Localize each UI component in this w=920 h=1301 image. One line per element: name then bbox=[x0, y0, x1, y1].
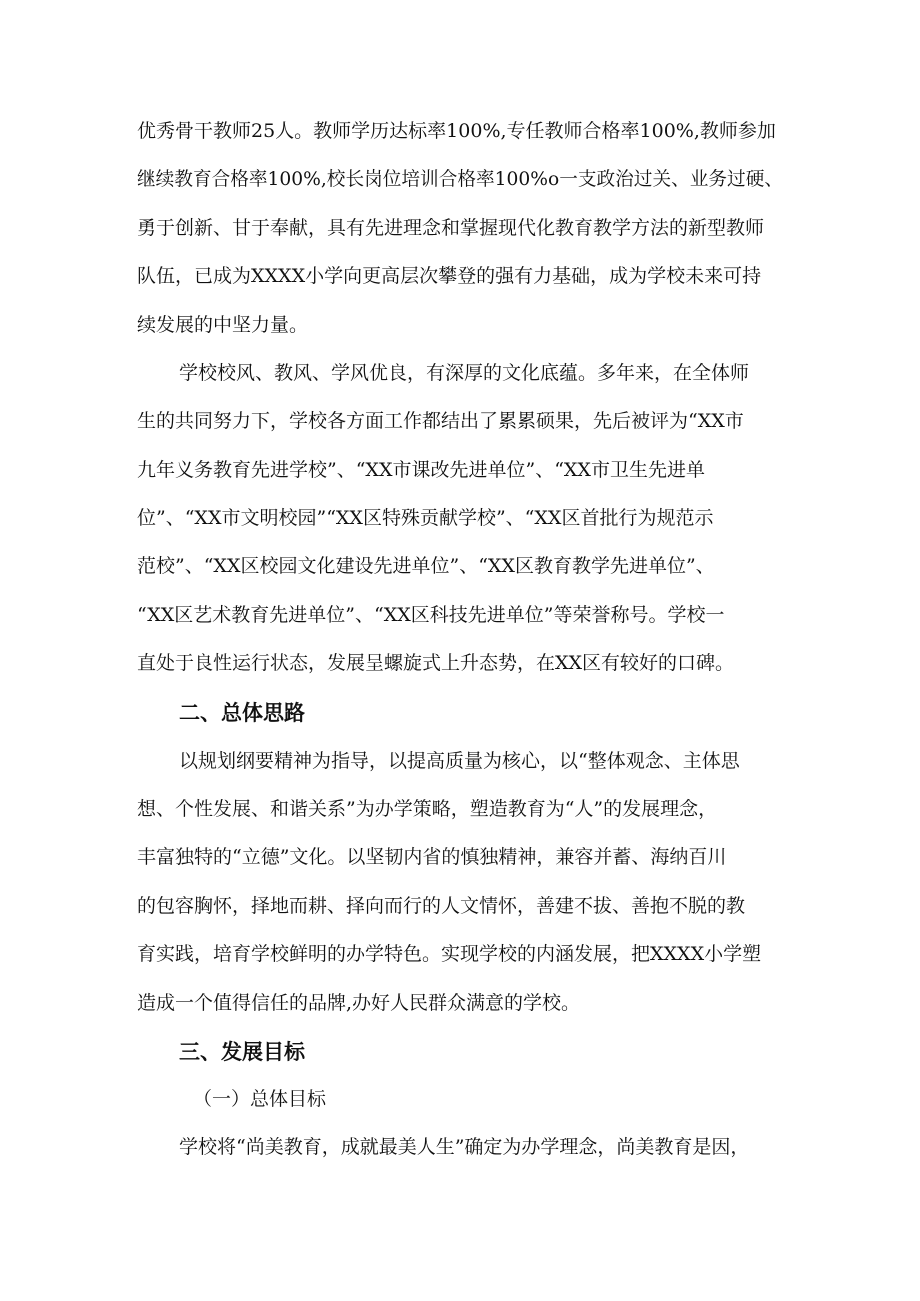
paragraph-line: 学校校风、教风、学风优良，有深厚的文化底蕴。多年来，在全体师 bbox=[179, 362, 750, 384]
paragraph-line: 九年义务教育先进学校”、“XX市课改先进单位”、“XX市卫生先进单 bbox=[137, 459, 705, 481]
paragraph-line: 队伍，已成为XXXX小学向更高层次攀登的强有力基础，成为学校未来可持 bbox=[137, 265, 762, 287]
paragraph-line: 续发展的中坚力量。 bbox=[137, 314, 309, 336]
section-heading: 三、发展目标 bbox=[179, 1040, 305, 1064]
paragraph-line: 优秀骨干教师25人。教师学历达标率100%,专任教师合格率100%,教师参加 bbox=[137, 120, 776, 142]
paragraph-line: 造成一个值得信任的品牌,办好人民群众满意的学校。 bbox=[137, 992, 581, 1014]
paragraph-line: 继续教育合格率100%,校长岗位培训合格率100%o一支政治过关、业务过硬、 bbox=[137, 168, 784, 190]
section-heading: 二、总体思路 bbox=[179, 701, 305, 725]
paragraph-line: “XX区艺术教育先进单位”、“XX区科技先进单位”等荣誉称号。学校一 bbox=[137, 604, 725, 626]
paragraph-line: 生的共同努力下，学校各方面工作都结出了累累硕果，先后被评为“XX市 bbox=[137, 410, 744, 432]
paragraph-line: 的包容胸怀，择地而耕、择向而行的人文情怀，善建不拔、善抱不脱的教 bbox=[137, 895, 746, 917]
paragraph-line: 以规划纲要精神为指导，以提高质量为核心，以“整体观念、主体思 bbox=[179, 750, 740, 772]
paragraph-line: 丰富独特的“立德”文化。以坚韧内省的慎独精神，兼容并蓄、海纳百川 bbox=[137, 846, 727, 868]
paragraph-line: 位”、“XX市文明校园”“XX区特殊贡献学校”、“XX区首批行为规范示 bbox=[137, 507, 714, 529]
paragraph-line: 想、个性发展、和谐关系”为办学策略，塑造教育为“人”的发展理念， bbox=[137, 798, 718, 820]
paragraph-line: 直处于良性运行状态，发展呈螺旋式上升态势，在XX区有较好的口碑。 bbox=[137, 652, 735, 674]
sub-heading: （一）总体目标 bbox=[193, 1088, 327, 1110]
paragraph-line: 学校将“尚美教育，成就最美人生”确定为办学理念，尚美教育是因， bbox=[179, 1136, 750, 1158]
paragraph-line: 范校”、“XX区校园文化建设先进单位”、“XX区教育教学先进单位”、 bbox=[137, 555, 715, 577]
paragraph-line: 勇于创新、甘于奉献，具有先进理念和掌握现代化教育教学方法的新型教师 bbox=[137, 217, 765, 239]
paragraph-line: 育实践，培育学校鲜明的办学特色。实现学校的内涵发展，把XXXX小学塑 bbox=[137, 943, 762, 965]
